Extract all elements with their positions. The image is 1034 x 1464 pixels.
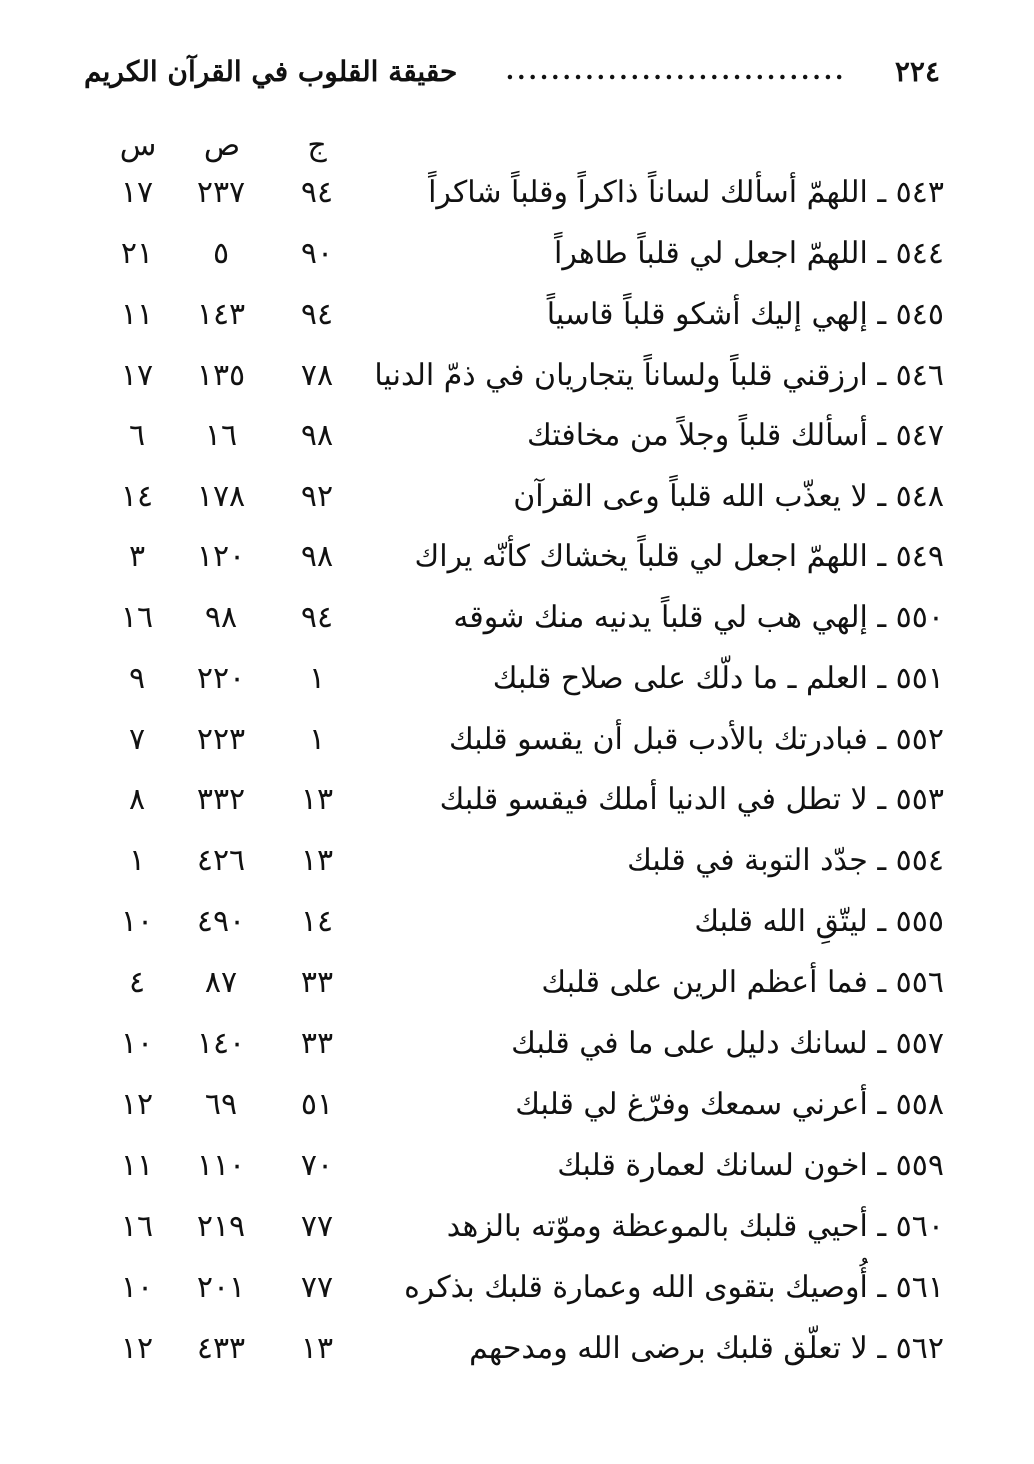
volume-number: ٩٤ [300, 175, 334, 210]
line-ref: ٣ [128, 539, 146, 574]
line-ref: ٨ [128, 782, 146, 817]
page-ref: ٢٢٠ [196, 661, 246, 696]
volume-number: ٧٧ [300, 1209, 334, 1244]
page-ref: ١٦ [204, 418, 238, 453]
volume-number: ٩٠ [300, 236, 334, 271]
volume-number: ٧٧ [300, 1270, 334, 1305]
entry-text: ٥٤٣ ـ اللهمّ أسألك لساناً ذاكراً وقلباً شاكراً [428, 175, 944, 210]
entry-text: ٥٥٣ ـ لا تطل في الدنيا أملك فيقسو قلبك [439, 782, 944, 817]
entry-text: ٥٥٤ ـ جدّد التوبة في قلبك [627, 843, 944, 878]
index-row [0, 588, 1034, 648]
page-ref: ٦٩ [204, 1087, 238, 1122]
volume-number: ٣٣ [300, 1026, 334, 1061]
index-row [0, 892, 1034, 952]
entry-text: ٥٦٢ ـ لا تعلّق قلبك برضى الله ومدحهم [469, 1331, 944, 1366]
line-ref: ٩ [128, 661, 146, 696]
page-ref: ٢٢٣ [196, 722, 246, 757]
volume-number: ١٣ [300, 1331, 334, 1366]
index-row [0, 527, 1034, 587]
volume-number: ٧٨ [300, 358, 334, 393]
line-ref: ١١ [120, 297, 154, 332]
entry-text: ٥٥٨ ـ أعرني سمعك وفرّغ لي قلبك [515, 1087, 944, 1122]
line-ref: ١٦ [120, 600, 154, 635]
volume-number: ٩٨ [300, 539, 334, 574]
index-row [0, 224, 1034, 284]
volume-number: ٧٠ [300, 1148, 334, 1183]
volume-number: ١٤ [300, 904, 334, 939]
line-ref: ١ [128, 843, 146, 878]
entry-text: ٥٥٧ ـ لسانك دليل على ما في قلبك [511, 1026, 944, 1061]
index-row [0, 346, 1034, 406]
line-ref: ١٠ [120, 1270, 154, 1305]
page-number: ٢٢٤ [894, 54, 940, 88]
index-row [0, 1075, 1034, 1135]
line-ref: ١٠ [120, 904, 154, 939]
index-row [0, 770, 1034, 830]
entry-text: ٥٥٦ ـ فما أعظم الرين على قلبك [541, 965, 944, 1000]
volume-number: ٩٤ [300, 297, 334, 332]
line-ref: ١٦ [120, 1209, 154, 1244]
volume-number: ٩٨ [300, 418, 334, 453]
page-ref: ٤٣٣ [196, 1331, 246, 1366]
entry-text: ٥٦١ ـ أُوصيك بتقوى الله وعمارة قلبك بذكره [404, 1270, 944, 1305]
index-row [0, 285, 1034, 345]
page-ref: ٤٩٠ [196, 904, 246, 939]
volume-number: ٣٣ [300, 965, 334, 1000]
volume-number: ٥١ [300, 1087, 334, 1122]
page-header [84, 46, 940, 96]
line-ref: ١٢ [120, 1087, 154, 1122]
volume-number: ١٣ [300, 782, 334, 817]
column-header-s: ص [203, 128, 241, 163]
index-row [0, 163, 1034, 223]
line-ref: ١٢ [120, 1331, 154, 1366]
page-ref: ١٢٠ [196, 539, 246, 574]
index-row [0, 649, 1034, 709]
index-row [0, 953, 1034, 1013]
line-ref: ١٧ [120, 175, 154, 210]
page-ref: ١٣٥ [196, 358, 246, 393]
column-header-sn: س [119, 128, 157, 163]
index-row [0, 467, 1034, 527]
index-row [0, 710, 1034, 770]
page-ref: ٢٣٧ [196, 175, 246, 210]
entry-text: ٥٤٦ ـ ارزقني قلباً ولساناً يتجاريان في ذمّ الدنيا [374, 358, 944, 393]
volume-number: ٩٤ [300, 600, 334, 635]
line-ref: ١٤ [120, 479, 154, 514]
page-ref: ٨٧ [204, 965, 238, 1000]
line-ref: ٢١ [120, 236, 154, 271]
volume-number: ١٣ [300, 843, 334, 878]
index-row [0, 1014, 1034, 1074]
index-row [0, 1197, 1034, 1257]
running-title: حقيقة القلوب في القرآن الكريم [84, 54, 458, 88]
line-ref: ٦ [128, 418, 146, 453]
page-ref: ٩٨ [204, 600, 238, 635]
entry-text: ٥٥٥ ـ ليتّقِ الله قلبك [694, 904, 944, 939]
line-ref: ١٧ [120, 358, 154, 393]
line-ref: ٧ [128, 722, 146, 757]
index-row [0, 406, 1034, 466]
page-ref: ١٤٣ [196, 297, 246, 332]
page-ref: ٥ [212, 236, 230, 271]
line-ref: ١١ [120, 1148, 154, 1183]
page-ref: ١١٠ [196, 1148, 246, 1183]
line-ref: ١٠ [120, 1026, 154, 1061]
entry-text: ٥٤٧ ـ أسألك قلباً وجلاً من مخافتك [527, 418, 944, 453]
volume-number: ١ [308, 722, 326, 757]
line-ref: ٤ [128, 965, 146, 1000]
page-ref: ٣٣٢ [196, 782, 246, 817]
index-row [0, 1136, 1034, 1196]
entry-text: ٥٥٢ ـ فبادرتك بالأدب قبل أن يقسو قلبك [449, 722, 944, 757]
index-row [0, 831, 1034, 891]
entry-text: ٥٥٩ ـ اخون لسانك لعمارة قلبك [557, 1148, 944, 1183]
entry-text: ٥٤٩ ـ اللهمّ اجعل لي قلباً يخشاك كأنّه يراك [414, 539, 944, 574]
page-ref: ١٤٠ [196, 1026, 246, 1061]
column-header-j: ج [307, 128, 327, 163]
entry-text: ٥٤٤ ـ اللهمّ اجعل لي قلباً طاهراً [554, 236, 944, 271]
entry-text: ٥٦٠ ـ أحيي قلبك بالموعظة وموّته بالزهد [446, 1209, 944, 1244]
volume-number: ١ [308, 661, 326, 696]
entry-text: ٥٤٨ ـ لا يعذّب الله قلباً وعى القرآن [513, 479, 944, 514]
index-row [0, 1258, 1034, 1318]
page-ref: ٢٠١ [196, 1270, 246, 1305]
volume-number: ٩٢ [300, 479, 334, 514]
page-ref: ٤٢٦ [196, 843, 246, 878]
index-row [0, 1319, 1034, 1379]
entry-text: ٥٥٠ ـ إلهي هب لي قلباً يدنيه منك شوقه [453, 600, 944, 635]
entry-text: ٥٥١ ـ العلم ـ ما دلّك على صلاح قلبك [492, 661, 944, 696]
page-ref: ٢١٩ [196, 1209, 246, 1244]
header-leader-dots: .............................. [505, 59, 847, 83]
page-ref: ١٧٨ [196, 479, 246, 514]
entry-text: ٥٤٥ ـ إلهي إليك أشكو قلباً قاسياً [546, 297, 944, 332]
